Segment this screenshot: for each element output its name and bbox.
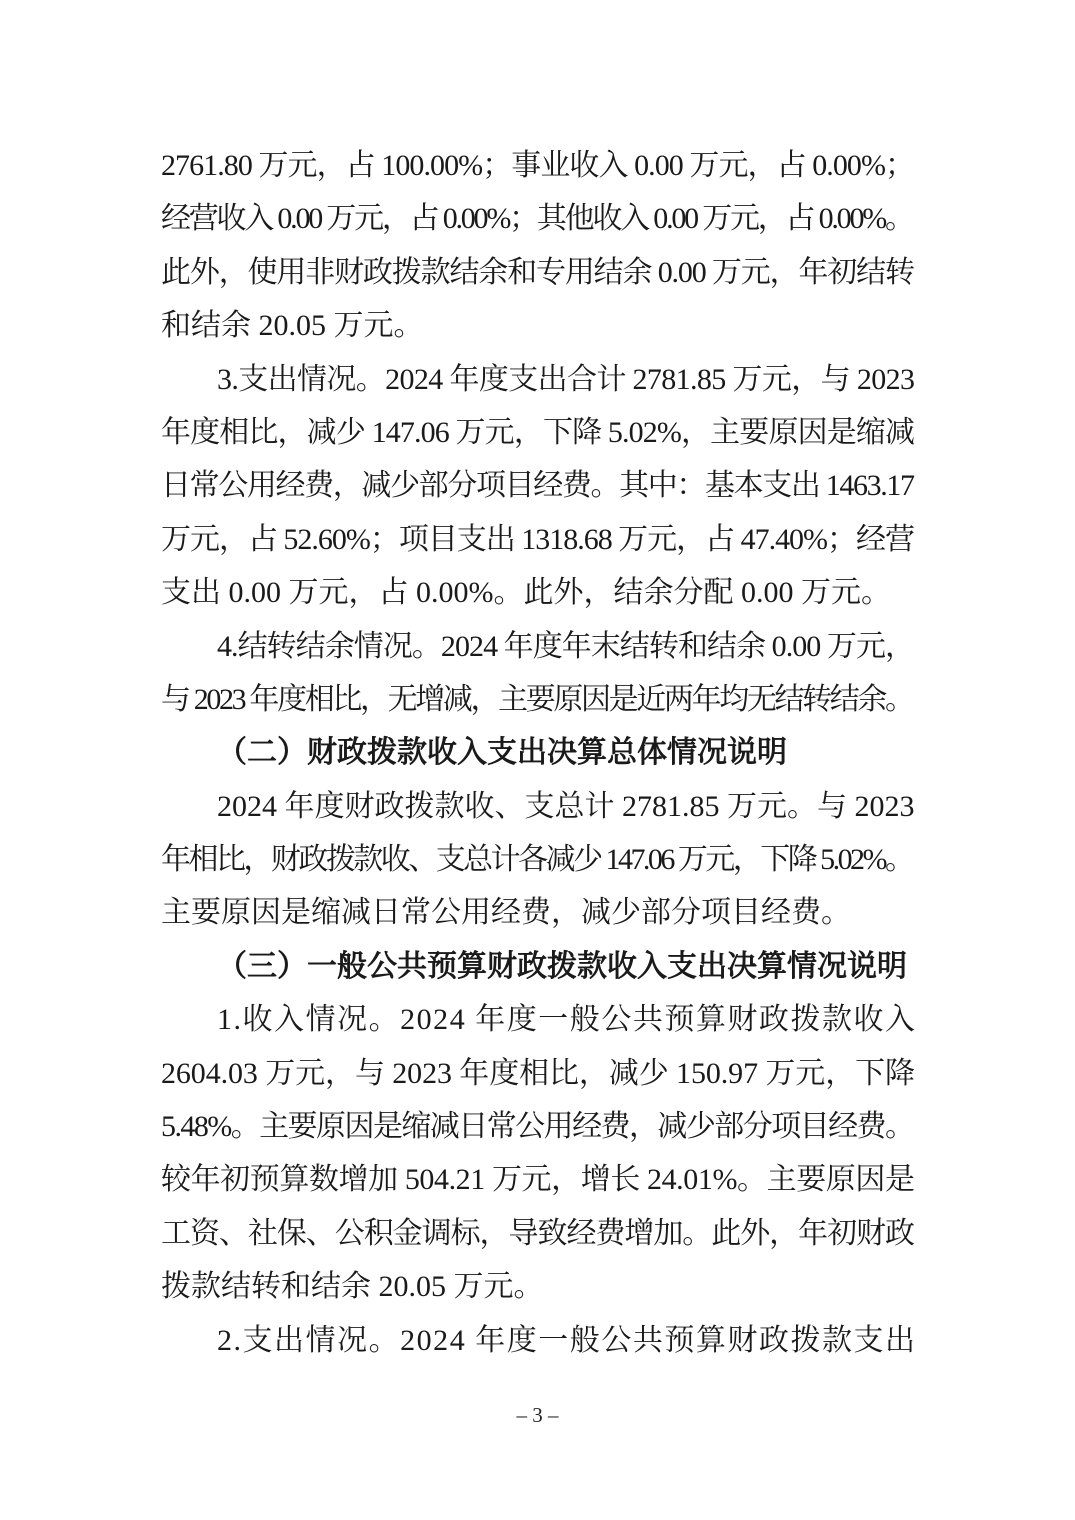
heading-section-two-line [161, 726, 915, 779]
paragraph-income-continuation-line [161, 246, 915, 299]
text-run: （二）财政拨款收入支出决算总体情况说明 [217, 736, 787, 770]
text-run: 万元，占 52.60%；项目支出 1318.68 万元，占 47.40%；经营 [161, 522, 914, 556]
paragraph-expenditure-overview-line [161, 566, 915, 619]
text-run: 2761.80 万元，占 100.00%；事业收入 0.00 万元，占 0.00%； [161, 149, 915, 182]
paragraph-expenditure-overview-line [161, 459, 915, 512]
text-run: 3.支出情况。2024 年度支出合计 2781.85 万元，与 2023 [217, 362, 915, 396]
paragraph-expenditure-overview-line [161, 353, 915, 406]
document-body [161, 139, 915, 1367]
paragraph-general-budget-income-line [161, 1260, 915, 1313]
text-run: 日常公用经费，减少部分项目经费。其中：基本支出 1463.17 [161, 469, 914, 503]
text-run: 1.收入情况。2024 年度一般公共预算财政拨款收入 [217, 1003, 917, 1037]
text-run: 与 2023 年度相比，无增减，主要原因是近两年均无结转结余。 [161, 682, 913, 716]
page-footer [0, 1399, 1075, 1431]
paragraph-income-continuation-line [161, 299, 915, 352]
heading-section-three-line [161, 940, 915, 993]
paragraph-general-budget-income-line [161, 993, 915, 1046]
paragraph-income-continuation-line [161, 139, 915, 192]
text-run: （三）一般公共预算财政拨款收入支出决算情况说明 [217, 949, 907, 983]
page-number: – 3 – [516, 1403, 559, 1427]
paragraph-general-budget-expenditure-line [161, 1314, 915, 1367]
text-run: 主要原因是缩减日常公用经费，减少部分项目经费。 [161, 896, 851, 930]
text-run: 年度相比，减少 147.06 万元，下降 5.02%，主要原因是缩减 [161, 415, 915, 449]
text-run: 支出 0.00 万元，占 0.00%。此外，结余分配 0.00 万元。 [161, 576, 891, 610]
text-run: 较年初预算数增加 504.21 万元，增长 24.01%。主要原因是 [161, 1163, 915, 1197]
paragraph-fiscal-appropriation-total-line [161, 780, 915, 833]
paragraph-expenditure-overview-line [161, 513, 915, 566]
text-run: 和结余 20.05 万元。 [161, 309, 424, 343]
text-run: 拨款结转和结余 20.05 万元。 [161, 1270, 544, 1304]
text-run: 5.48%。主要原因是缩减日常公用经费，减少部分项目经费。 [161, 1110, 914, 1144]
paragraph-general-budget-income-line [161, 1153, 915, 1206]
paragraph-expenditure-overview-line [161, 406, 915, 459]
paragraph-fiscal-appropriation-total-line [161, 886, 915, 939]
text-run: 4.结转结余情况。2024 年度年末结转和结余 0.00 万元， [217, 629, 915, 663]
text-run: 工资、社保、公积金调标，导致经费增加。此外，年初财政 [161, 1216, 914, 1250]
paragraph-general-budget-income-line [161, 1207, 915, 1260]
text-run: 2.支出情况。2024 年度一般公共预算财政拨款支出 [217, 1323, 917, 1357]
text-run: 2604.03 万元，与 2023 年度相比，减少 150.97 万元，下降 [161, 1056, 915, 1090]
text-run: 此外，使用非财政拨款结余和专用结余 0.00 万元，年初结转 [161, 255, 914, 289]
paragraph-general-budget-income-line [161, 1047, 915, 1100]
paragraph-carryover-balance-line [161, 673, 915, 726]
paragraph-carryover-balance-line [161, 620, 915, 673]
text-run: 2024 年度财政拨款收、支总计 2781.85 万元。与 2023 [217, 789, 915, 823]
paragraph-general-budget-income-line [161, 1100, 915, 1153]
paragraph-income-continuation-line [161, 192, 915, 245]
paragraph-fiscal-appropriation-total-line [161, 833, 915, 886]
text-run: 经营收入 0.00 万元，占 0.00%；其他收入 0.00 万元，占 0.00%。 [161, 202, 913, 236]
text-run: 年相比，财政拨款收、支总计各减少 147.06 万元，下降 5.02%。 [161, 843, 913, 877]
